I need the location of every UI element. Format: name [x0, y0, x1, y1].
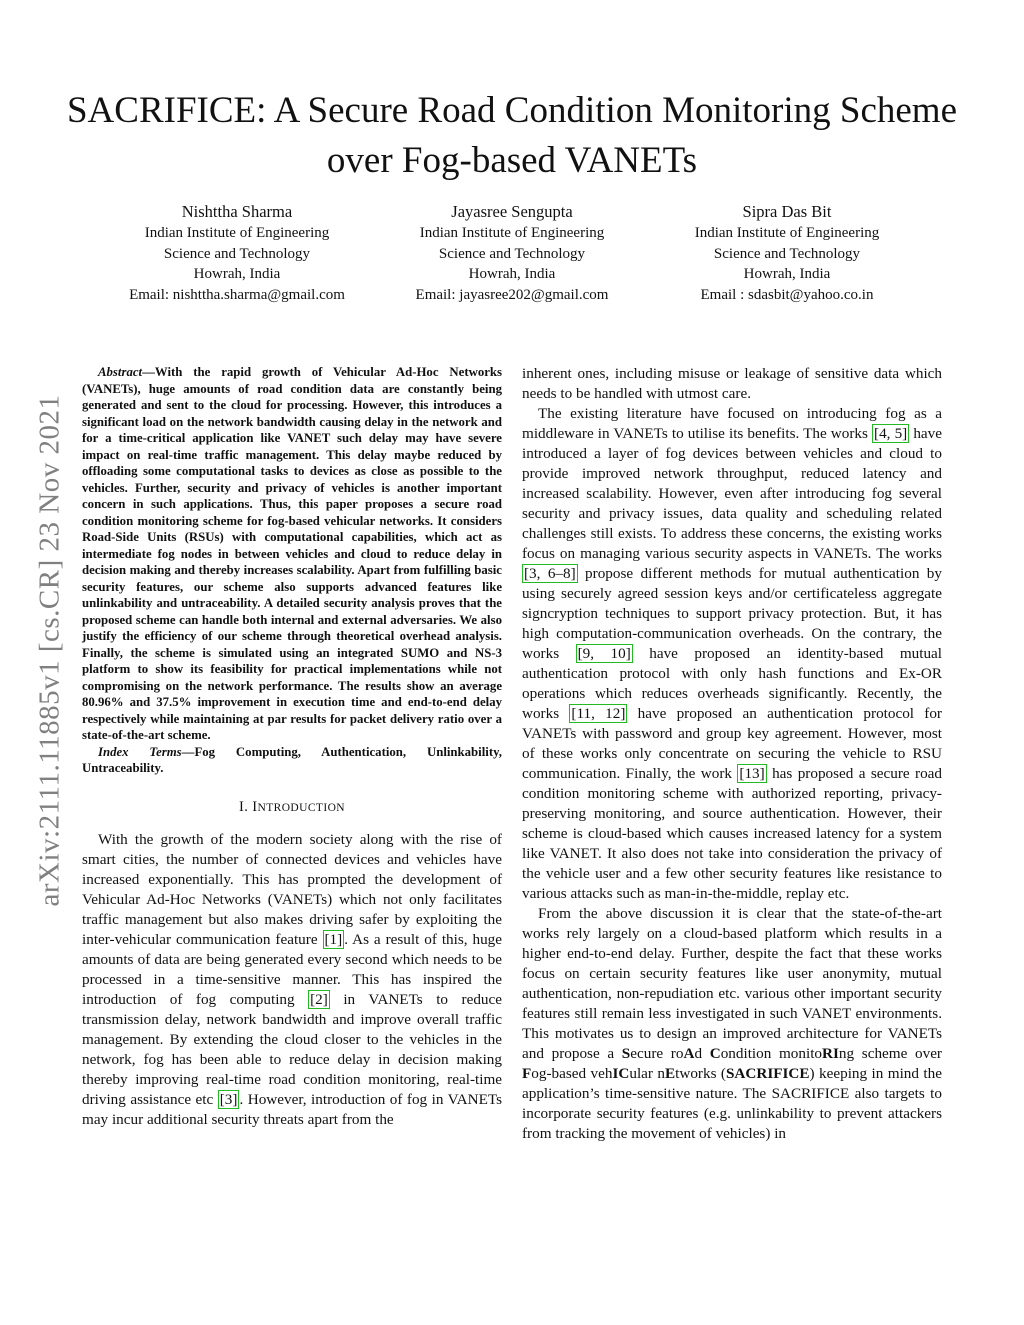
author-location: Howrah, India: [468, 266, 556, 282]
paper-title: SACRIFICE: A Secure Road Condition Monitoring Scheme over Fog-based VANETs: [66, 90, 958, 181]
abstract-label: Abstract: [98, 365, 143, 379]
author-name: Sipra Das Bit: [742, 202, 832, 221]
author-institution: Science and Technology: [713, 245, 861, 262]
citation-link[interactable]: [3, 6–8]: [524, 565, 576, 582]
author-3: [650, 201, 924, 305]
citation-link[interactable]: [1]: [324, 930, 343, 948]
left-column: [82, 364, 502, 1130]
author-1: [100, 201, 374, 305]
citation-link[interactable]: [11, 12]: [571, 705, 626, 722]
author-email: Email : sdasbit@yahoo.co.in: [700, 286, 874, 303]
author-institution: Indian Institute of Engineering: [144, 225, 330, 241]
author-institution: Indian Institute of Engineering: [694, 225, 880, 241]
section-heading: [82, 797, 502, 818]
author-institution: Science and Technology: [438, 245, 586, 262]
citation-link[interactable]: [4, 5]: [874, 425, 908, 442]
related-work-paragraph: The existing literature have focused on introducing fog as a middleware in VANETs to utilise its benefits. The works [4, 5] have introduced a layer of fog devices between vehicles and cloud to provide improved network throughput, reduced latency and increased scalability. However, even after introducing fog several security and privacy issues, data quality and scheduling related challenges still exists. To address these concerns, the existing works focus on managing various security aspects in VANETs. The works [3, 6–8] propose different methods for mutual authentication by using securely agreed session keys and/or certificateless aggregate signcryption techniques to support privacy protection. But, it has high computation-communication overheads. On the contrary, the works [9, 10] have proposed an identity-based mutual authentication protocol with only hash functions and Ex-OR operations which reduces overheads significantly. Recently, the works [11, 12] have proposed an authentication protocol for VANETs with password and group key agreement. However, most of these works only concentrate on securing the vehicle to RSU communication. Finally, the work [13] has proposed a secure road condition monitoring scheme with authorized reporting, privacy-preserving monitoring, and source authentication. However, their scheme is cloud-based which causes increased latency for a system like VANET. It also does not take into consideration the privacy of the vehicle user and a few other security features like resistance to various attacks such as man-in-the-middle, replay etc.: [522, 405, 943, 902]
author-institution: Indian Institute of Engineering: [419, 225, 605, 241]
author-block: [100, 201, 924, 305]
index-terms-label: Index Terms: [98, 744, 182, 759]
motivation-paragraph: From the above discussion it is clear that the state-of-the-art works rely largely on a cloud-based platform which results in a higher end-to-end delay. Further, despite the fact that these works focus on certain security features like user anonymity, mutual authentication, non-repudiation etc. various other important security features still remain less investigated in such VANET environments. This motivates us to design an improved architecture for VANETs and propose a Secure roAd Condition monitoRIng scheme over Fog-based vehICular nEtworks (SACRIFICE) keeping in mind the application’s time-sensitive nature. The SACRIFICE also targets to incorporate security features (e.g. unlinkability to prevent attackers from tracking the movement of vehicles) in: [522, 905, 942, 1142]
author-2: [375, 201, 649, 305]
citation-link[interactable]: [13]: [739, 765, 765, 782]
citation-link[interactable]: [3]: [219, 1090, 238, 1108]
acronym: SACRIFICE: [725, 1065, 810, 1082]
paragraph-continuation: inherent ones, including misuse or leakage of sensitive data which needs to be handled with utmost care.: [522, 365, 942, 402]
author-name: Jayasree Sengupta: [451, 202, 573, 221]
arxiv-id: arXiv:2111.11885v1 [cs.CR] 23 Nov 2021: [33, 394, 66, 906]
section-number: I.: [239, 798, 249, 815]
right-column: [522, 364, 942, 1144]
index-terms: [82, 744, 502, 777]
index-terms-text: —Fog Computing, Authentication, Unlinkability, Untraceability.: [82, 744, 502, 775]
author-location: Howrah, India: [193, 266, 281, 282]
intro-paragraph: With the growth of the modern society along with the rise of smart cities, the number of connected devices and vehicles have increased exponentially. This has prompted the development of Vehicular Ad-Hoc Networks (VANETs) which not only facilitates traffic management but also makes driving safer by exploiting the inter-vehicular communication feature [1] . As a result of this, huge amounts of data are being generated every second which needs to be processed in a time-sensitive manner. This has inspired the introduction of fog computing [2] in VANETs to reduce transmission delay, network bandwidth and improve overall traffic management. By extending the cloud closer to the vehicles in the network, fog has been able to reduce delay in decision making thereby improving real-time road condition monitoring, real-time driving assistance etc [3] . However, introduction of fog in VANETs may incur additional security threats apart from the: [82, 830, 503, 1128]
citation-link[interactable]: [2]: [310, 990, 328, 1008]
section-title: INTRODUCTION: [252, 798, 345, 815]
arxiv-stamp: [30, 350, 70, 950]
abstract: [82, 364, 502, 744]
author-name: Nishttha Sharma: [181, 202, 293, 221]
author-email: Email: nishttha.sharma@gmail.com: [129, 286, 345, 303]
author-email: Email: jayasree202@gmail.com: [415, 286, 609, 303]
citation-link[interactable]: [9, 10]: [577, 645, 631, 662]
abstract-text: —With the rapid growth of Vehicular Ad-Hoc Networks (VANETs), huge amounts of road condition data are constantly being generated and sent to the cloud for processing. However, this introduces a significant load on the network bandwidth causing delay in the network and for a time-critical application like VANET such delay may have severe impact on real-time traffic management. This delay maybe reduced by offloading some computational tasks to devices as close as possible to the vehicles. Further, security and privacy of vehicles is another important concern in such applications. Thus, this paper proposes a secure road condition monitoring scheme for fog-based vehicular networks. It considers Road-Side Units (RSUs) with computational capabilities, which act as intermediate fog nodes in between vehicles and cloud to reduce delay in decision making and thereby increases scalability. Apart from fulfilling basic security features, our scheme also supports advanced features like unlinkability and untraceability. A detailed security analysis proves that the proposed scheme can handle both internal and external adversaries. We also justify the efficiency of our scheme through theoretical overhead analysis. Finally, the scheme is simulated using an integrated SUMO and NS-3 platform to show its feasibility for practical implementations while not compromising on the network performance. The results show an average 80.96% and 37.5% improvement in execution time and end-to-end delay respectively while maintaining at par results for packet delivery ratio over a state-of-the-art scheme.: [82, 365, 502, 742]
author-location: Howrah, India: [743, 266, 831, 282]
author-institution: Science and Technology: [163, 245, 311, 262]
